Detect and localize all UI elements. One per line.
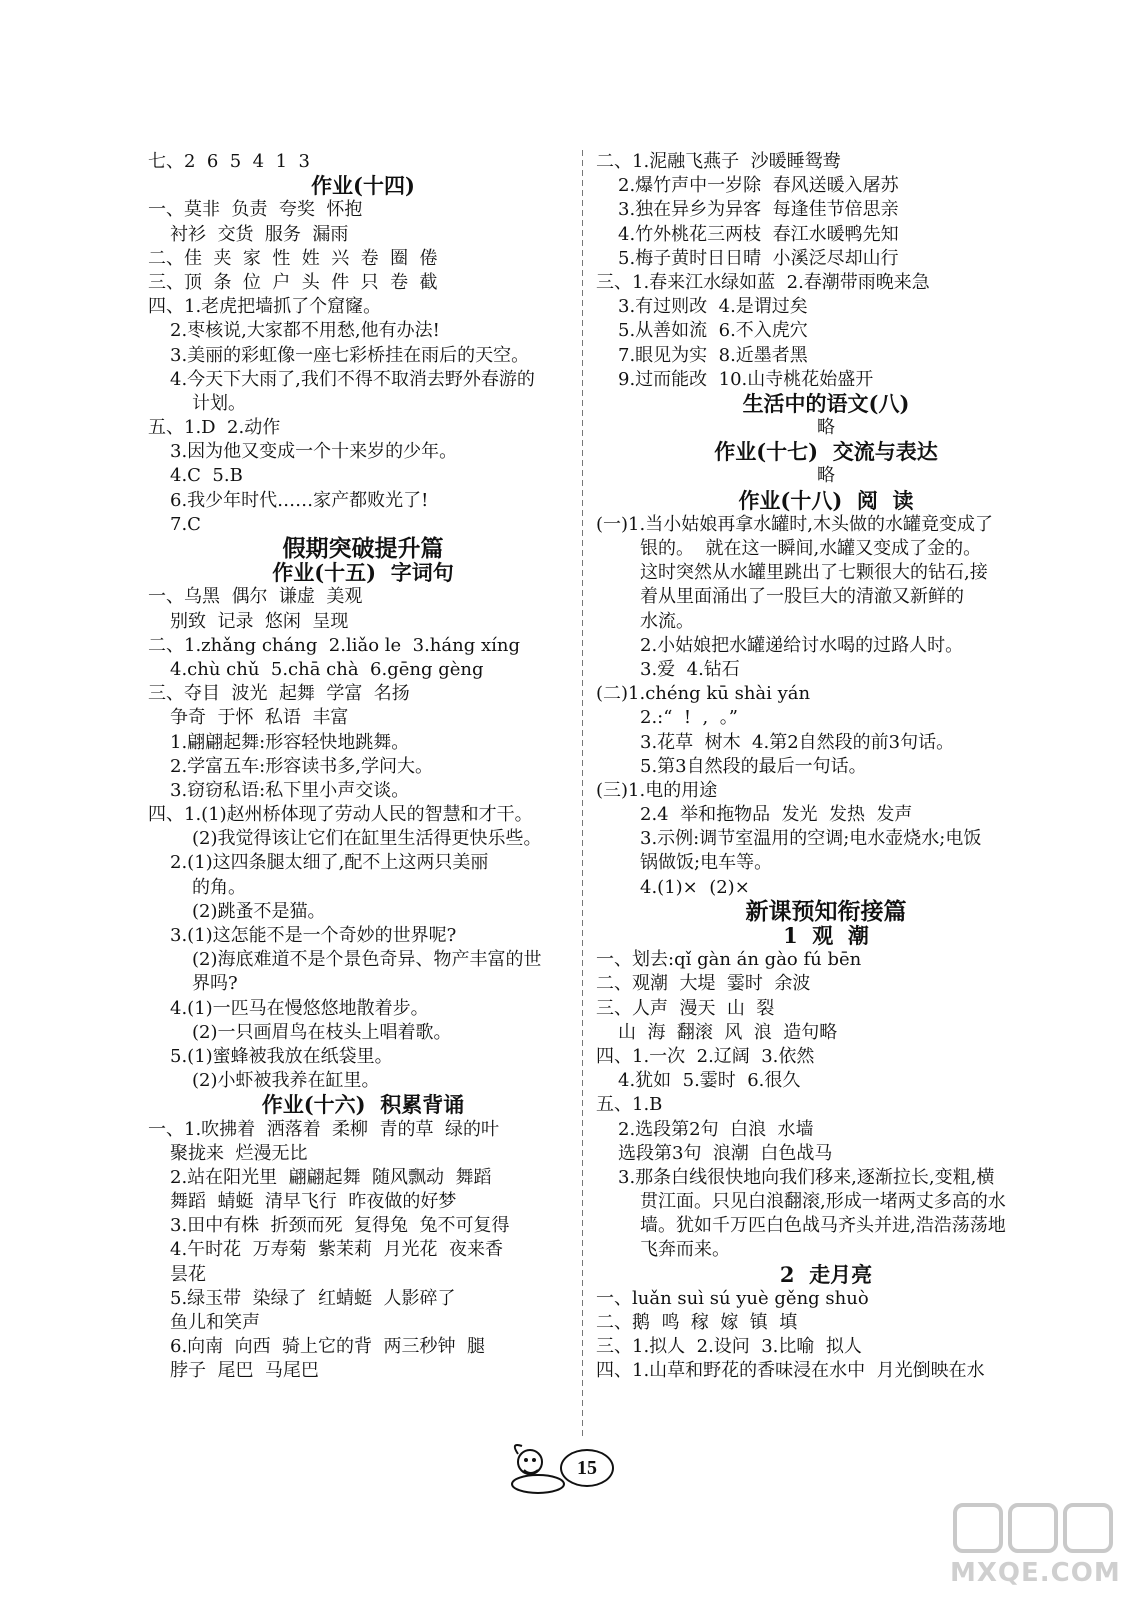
answer-line: 三、夺目 波光 起舞 学富 名扬 — [148, 683, 410, 705]
answer-line: 4.(1)一匹马在慢悠悠地散着步。 — [170, 997, 429, 1019]
answer-line: 3.花草 树木 4.第2自然段的前3句话。 — [640, 731, 955, 753]
section-heading: 作业(十四) — [311, 173, 415, 199]
answer-line: 2.(1)这四条腿太细了,配不上这两只美丽 — [170, 852, 489, 874]
answer-line: 一、luǎn suì sú yuè gěng shuò — [596, 1287, 869, 1309]
answer-line: 3.田中有株 折颈而死 复得兔 兔不可复得 — [170, 1215, 510, 1237]
answer-line: 7.C — [170, 513, 201, 535]
answer-line: 这时突然从水罐里跳出了七颗很大的钻石,接 — [640, 562, 988, 584]
answer-line: 飞奔而来。 — [640, 1239, 730, 1261]
answer-line: (2)一只画眉鸟在枝头上唱着歌。 — [192, 1021, 452, 1043]
answer-line: 五、1.D 2.动作 — [148, 417, 281, 439]
answer-line: 鱼儿和笑声 — [170, 1312, 260, 1333]
answer-line: 4.竹外桃花三两枝 春江水暖鸭先知 — [618, 223, 899, 245]
answer-line: 二、1.泥融飞燕子 沙暖睡鸳鸯 — [596, 151, 841, 172]
answer-line: 一、莫非 负责 夸奖 怀抱 — [148, 199, 363, 221]
section-heading: 略 — [817, 417, 835, 439]
section-heading: 新课预知衔接篇 — [745, 897, 907, 925]
page-number: 15 — [560, 1449, 614, 1487]
section-heading: 1 观 潮 — [783, 923, 869, 948]
answer-line: 2.4 举和拖物品 发光 发热 发声 — [640, 804, 913, 826]
answer-line: 五、1.B — [596, 1094, 663, 1116]
answer-line: 4.chù chǔ 5.chā chà 6.gēng gèng — [170, 658, 484, 680]
answer-line: 四、1.(1)赵州桥体现了劳动人民的智慧和才干。 — [148, 804, 533, 826]
answer-line: 3.有过则改 4.是谓过矣 — [618, 296, 808, 318]
answer-line: 4.C 5.B — [170, 465, 243, 487]
answer-line: 贯江面。只见白浪翻滚,形成一堵两丈多高的水 — [640, 1191, 1006, 1213]
answer-line: 四、1.一次 2.辽阔 3.依然 — [596, 1045, 815, 1067]
answer-line: 2.枣核说,大家都不用愁,他有办法! — [170, 320, 440, 342]
section-heading: 作业(十六) 积累背诵 — [261, 1092, 465, 1118]
watermark-icon — [950, 1500, 1120, 1560]
answer-line: 2.小姑娘把水罐递给讨水喝的过路人时。 — [640, 634, 964, 656]
answer-line: (2)我觉得该让它们在缸里生活得更快乐些。 — [192, 828, 542, 850]
answer-line: 聚拢来 烂漫无比 — [170, 1142, 308, 1164]
answer-line: 水流。 — [640, 610, 694, 632]
answer-line: 三、顶 条 位 户 头 件 只 卷 截 — [148, 271, 438, 293]
answer-line: 3.独在异乡为异客 每逢佳节倍思亲 — [618, 199, 899, 221]
answer-line: (三)1.电的用途 — [596, 779, 718, 801]
watermark-text: MXQE.COM — [950, 1558, 1121, 1588]
answer-line: 的角。 — [192, 876, 246, 898]
answer-line: 5.从善如流 6.不入虎穴 — [618, 320, 808, 342]
answer-line: 一、划去:qǐ gàn án gào fú bēn — [596, 949, 862, 971]
answer-line: 界吗? — [192, 973, 238, 995]
answer-line: 2.:“ ! , 。” — [640, 707, 738, 729]
answer-line: 三、1.拟人 2.设问 3.比喻 拟人 — [596, 1336, 862, 1358]
column-divider — [582, 150, 583, 1440]
answer-line: 3.美丽的彩虹像一座七彩桥挂在雨后的天空。 — [170, 344, 530, 366]
answer-line: 5.绿玉带 染绿了 红蜻蜓 人影碎了 — [170, 1287, 456, 1309]
section-heading: 略 — [817, 465, 835, 487]
answer-line: 3.爱 4.钻石 — [640, 658, 740, 680]
answer-line: 衬衫 交货 服务 漏雨 — [170, 223, 349, 245]
answer-line: 6.向南 向西 骑上它的背 两三秒钟 腿 — [170, 1336, 485, 1358]
answer-line: 二、观潮 大堤 霎时 余波 — [596, 973, 811, 995]
section-heading: 生活中的语文(八) — [742, 390, 910, 416]
answer-line: 四、1.老虎把墙抓了个窟窿。 — [148, 296, 382, 318]
answer-line: 二、鹅 鸣 稼 嫁 镇 填 — [596, 1312, 798, 1333]
watermark-logo — [950, 1500, 1120, 1590]
left-column — [148, 150, 578, 1384]
answer-line: 脖子 尾巴 马尾巴 — [170, 1360, 319, 1382]
answer-line: 9.过而能改 10.山寺桃花始盛开 — [618, 368, 874, 390]
answer-line: 争奇 于怀 私语 丰富 — [170, 707, 349, 729]
answer-line: 2.站在阳光里 翩翩起舞 随风飘动 舞蹈 — [170, 1166, 492, 1188]
section-heading: 作业(十八) 阅 读 — [738, 487, 914, 513]
answer-line: 一、1.吹拂着 洒落着 柔柳 青的草 绿的叶 — [148, 1118, 499, 1140]
answer-line: 2.爆竹声中一岁除 春风送暖入屠苏 — [618, 175, 899, 197]
answer-line: 3.那条白线很快地向我们移来,逐渐拉长,变粗,横 — [618, 1166, 995, 1188]
answer-line: 6.我少年时代……家产都败光了! — [170, 489, 429, 511]
right-column — [596, 150, 1056, 1384]
answer-line: 银的。 就在这一瞬间,水罐又变成了金的。 — [640, 538, 982, 559]
section-heading: 作业(十七) 交流与表达 — [714, 439, 938, 465]
answer-line: 7.眼见为实 8.近墨者黑 — [618, 344, 808, 366]
section-heading: 假期突破提升篇 — [282, 535, 444, 562]
answer-line: 3.因为他又变成一个十来岁的少年。 — [170, 441, 458, 463]
answer-line: 5.第3自然段的最后一句话。 — [640, 755, 867, 777]
answer-line: 5.(1)蜜蜂被我放在纸袋里。 — [170, 1045, 393, 1067]
answer-line: (二)1.chéng kū shài yán — [596, 683, 811, 705]
answer-line: 2.学富五车:形容读书多,学问大。 — [170, 755, 433, 777]
answer-line: 墙。犹如千万匹白色战马齐头并进,浩浩荡荡地 — [640, 1215, 1006, 1237]
answer-line: 四、1.山草和野花的香味浸在水中 月光倒映在水 — [596, 1360, 985, 1382]
answer-line: 昙花 — [170, 1263, 206, 1285]
answer-line: 一、乌黑 偶尔 谦虚 美观 — [148, 586, 363, 608]
answer-line: 3.窃窃私语:私下里小声交谈。 — [170, 779, 410, 801]
answer-line: (一)1.当小姑娘再拿水罐时,木头做的水罐竟变成了 — [596, 513, 993, 535]
answer-line: (2)跳蚤不是猫。 — [192, 900, 326, 922]
answer-line: 二、1.zhǎng cháng 2.liǎo le 3.háng xíng — [148, 634, 520, 656]
section-heading: 作业(十五) 字词句 — [272, 560, 454, 586]
answer-line: (2)海底难道不是个景色奇异、物产丰富的世 — [192, 949, 542, 971]
answer-line: 4.(1)× (2)× — [640, 876, 750, 898]
answer-line: 三、1.春来江水绿如蓝 2.春潮带雨晚来急 — [596, 271, 930, 293]
answer-line: 4.今天下大雨了,我们不得不取消去野外春游的 — [170, 368, 535, 390]
section-heading: 2 走月亮 — [779, 1261, 873, 1287]
answer-line: 4.午时花 万寿菊 紫茉莉 月光花 夜来香 — [170, 1239, 503, 1261]
answer-line: 3.(1)这怎能不是一个奇妙的世界呢? — [170, 925, 457, 946]
answer-line: 5.梅子黄时日日晴 小溪泛尽却山行 — [618, 247, 899, 269]
answer-line: 七、2 6 5 4 1 3 — [148, 151, 310, 172]
answer-line: 选段第3句 浪潮 白色战马 — [618, 1142, 833, 1164]
answer-line: 山 海 翻滚 风 浪 造句略 — [618, 1021, 838, 1043]
answer-line: 二、佳 夹 家 性 姓 兴 卷 圈 倦 — [148, 247, 438, 269]
answer-line: (2)小虾被我养在缸里。 — [192, 1070, 380, 1092]
answer-line: 计划。 — [192, 392, 246, 414]
answer-line: 3.示例:调节室温用的空调;电水壶烧水;电饭 — [640, 828, 982, 850]
answer-line: 2.选段第2句 白浪 水墙 — [618, 1118, 814, 1140]
answer-line: 着从里面涌出了一股巨大的清澈又新鲜的 — [640, 586, 964, 608]
answer-line: 1.翩翩起舞:形容轻快地跳舞。 — [170, 731, 410, 753]
answer-line: 别致 记录 悠闲 呈现 — [170, 610, 349, 632]
answer-line: 舞蹈 蜻蜓 清早飞行 昨夜做的好梦 — [170, 1191, 457, 1213]
answer-line: 4.犹如 5.霎时 6.很久 — [618, 1070, 801, 1092]
answer-line: 锅做饭;电车等。 — [640, 852, 773, 874]
answer-line: 三、人声 漫天 山 裂 — [596, 997, 775, 1019]
